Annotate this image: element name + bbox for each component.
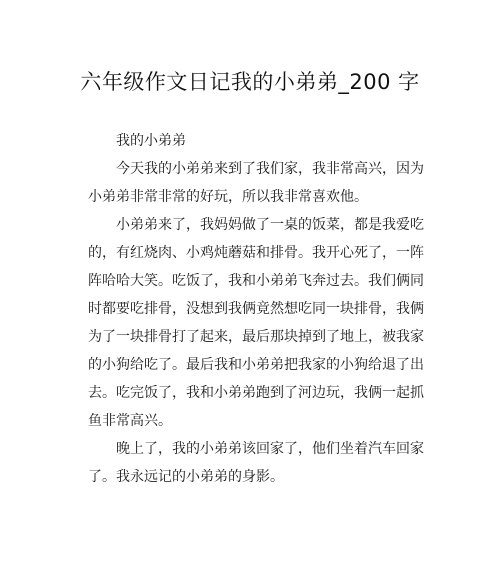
paragraph-line: 阵哈哈大笑。吃饭了，我和小弟弟飞奔过去。我们俩同: [88, 273, 424, 289]
paragraph-line: 晚上了，我的小弟弟该回家了，他们坐着汽车回家: [116, 441, 424, 457]
paragraph-line: 小弟弟来了，我妈妈做了一桌的饭菜，都是我爱吃: [116, 217, 424, 233]
paragraph-line: 的小狗给吃了。最后我和小弟弟把我家的小狗给退了出: [88, 357, 424, 373]
paragraph-line: 小弟弟非常非常的好玩，所以我非常喜欢他。: [88, 189, 368, 205]
paragraph: [88, 211, 424, 435]
paragraph: [88, 155, 424, 211]
paragraph: [88, 435, 424, 491]
paragraph-line: 鱼非常高兴。: [88, 413, 172, 429]
essay-heading: 我的小弟弟: [116, 133, 186, 149]
paragraph-line: 时都要吃排骨，没想到我俩竟然想吃同一块排骨，我俩: [88, 301, 424, 317]
paragraph-line: 为了一块排骨打了起来，最后那块掉到了地上，被我家: [88, 329, 424, 345]
paragraph-line: 的，有红烧肉、小鸡炖蘑菇和排骨。我开心死了，一阵: [88, 245, 424, 261]
paragraph-line: 今天我的小弟弟来到了我们家，我非常高兴，因为: [116, 161, 424, 177]
document-title: 六年级作文日记我的小弟弟_200 字: [80, 70, 420, 94]
paragraph-line: 了。我永远记的小弟弟的身影。: [88, 469, 284, 485]
document-body: [88, 127, 424, 491]
paragraph-line: 去。吃完饭了，我和小弟弟跑到了河边玩，我俩一起抓: [88, 385, 424, 401]
